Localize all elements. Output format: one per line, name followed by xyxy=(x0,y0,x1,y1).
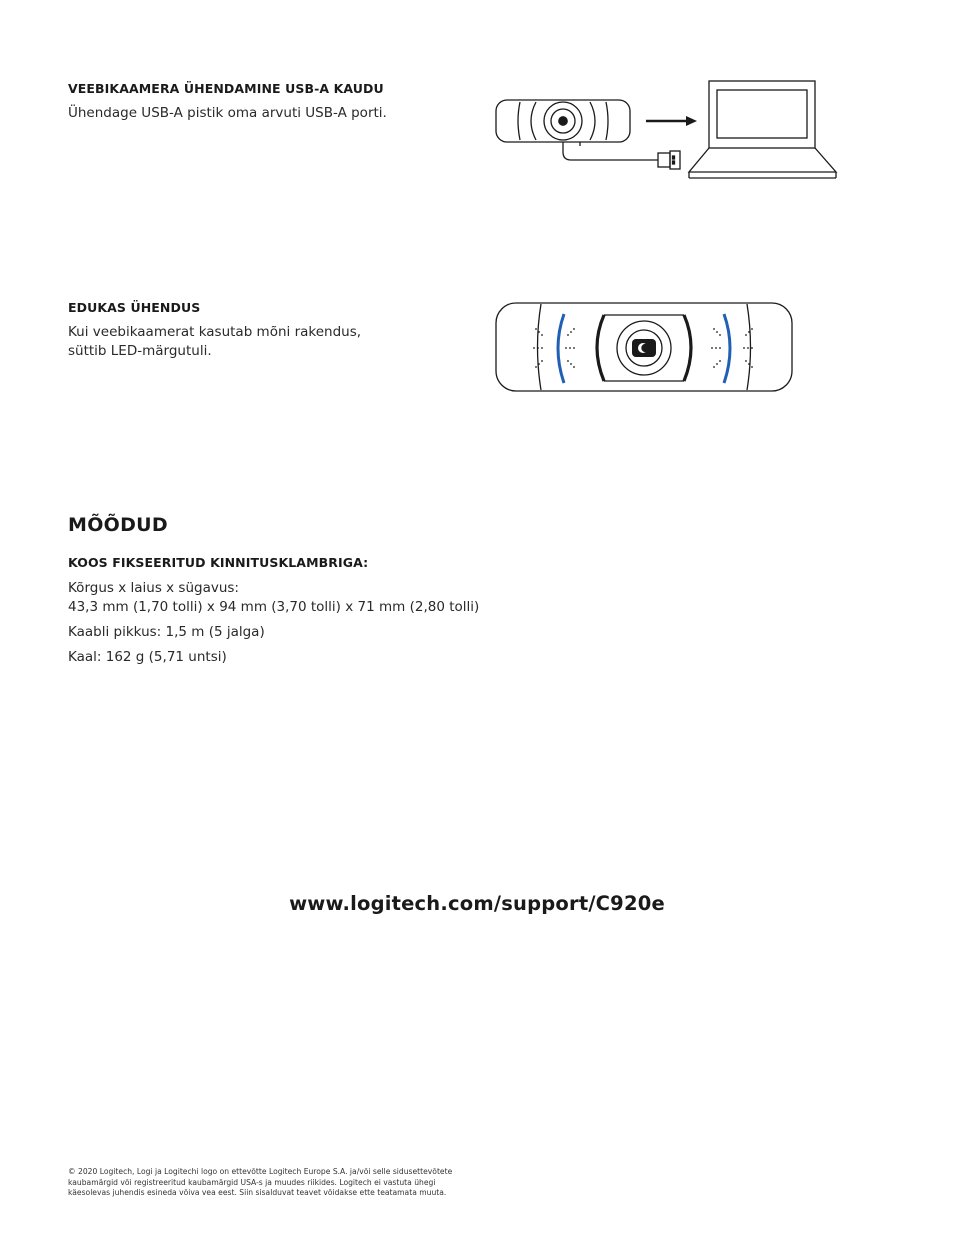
dimensions-title: MÕÕDUD xyxy=(68,514,168,536)
dimensions-subtitle: KOOS FIKSEERITUD KINNITUSKLAMBRIGA: xyxy=(68,555,369,570)
success-section-line1: Kui veebikaamerat kasutab mõni rakendus, xyxy=(68,324,362,340)
usb-section-text: Ühendage USB-A pistik oma arvuti USB-A porti. xyxy=(68,105,387,121)
success-section-line2: süttib LED-märgutuli. xyxy=(68,343,212,359)
legal-footer-line: kaubamärgid või registreeritud kaubamärgid USA-s ja muudes riikides. Logitech ei vastuta ühegi xyxy=(68,1177,436,1187)
dimensions-cable: Kaabli pikkus: 1,5 m (5 jalga) xyxy=(68,624,265,640)
dimensions-weight: Kaal: 162 g (5,71 untsi) xyxy=(68,649,227,665)
legal-footer-line: © 2020 Logitech, Logi ja Logitechi logo on ettevõtte Logitech Europe S.A. ja/või selle sidusettevõtete xyxy=(68,1167,453,1176)
usb-section-title: VEEBIKAAMERA ÜHENDAMINE USB-A KAUDU xyxy=(68,81,384,96)
webcam-icon xyxy=(496,100,658,160)
arrow-right-icon xyxy=(646,116,697,126)
support-link[interactable]: www.logitech.com/support/C920e xyxy=(289,892,665,915)
success-section-title: EDUKAS ÜHENDUS xyxy=(68,300,201,315)
dimensions-size-label: Kõrgus x laius x sügavus: xyxy=(68,580,239,596)
legal-footer-line: käesolevas juhendis esineda võiva vea eest. Siin sisalduvat teavet võidakse ette teatamata muuta. xyxy=(68,1188,447,1197)
usb-plug-icon xyxy=(658,151,680,169)
webcam-laptop-illustration xyxy=(490,76,842,186)
dimensions-size-value: 43,3 mm (1,70 tolli) x 94 mm (3,70 tolli) x 71 mm (2,80 tolli) xyxy=(68,599,480,615)
laptop-icon xyxy=(689,81,836,178)
webcam-led-on-icon xyxy=(494,301,796,395)
legal-footer xyxy=(68,1167,452,1199)
